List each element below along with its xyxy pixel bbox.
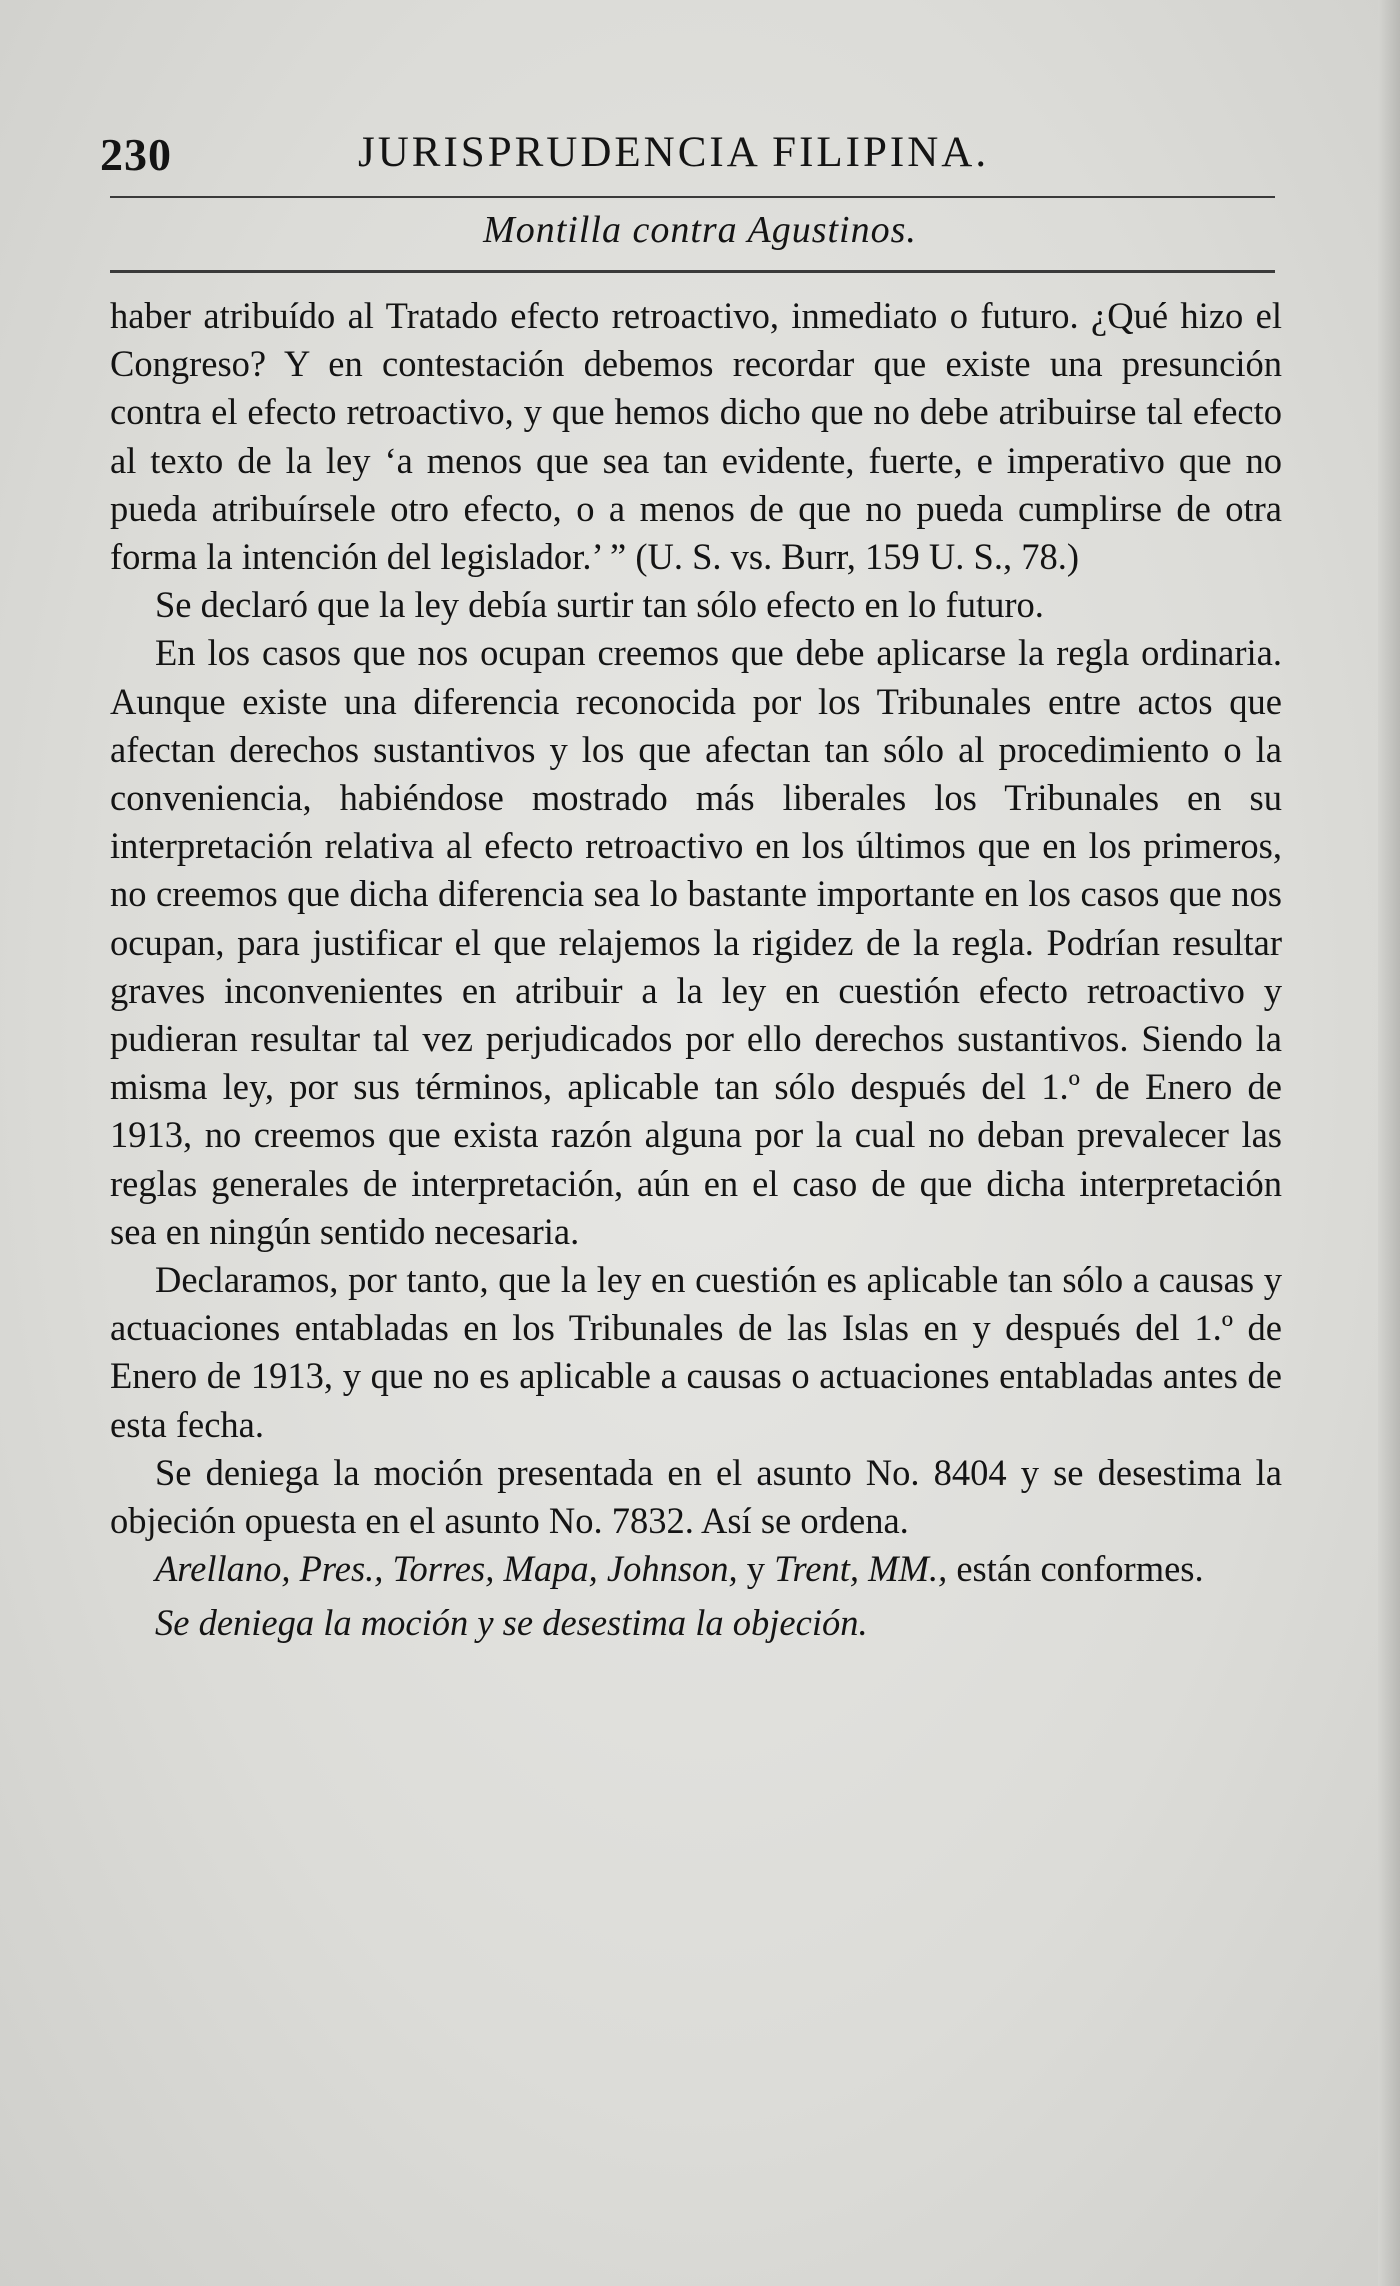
paragraph-3: En los casos que nos ocupan creemos que debe aplicarse la regla ordinaria. Aunque existe una diferencia reconocida por los Tribunales entre actos que afectan derechos sustantivos y los que afectan tan sólo al procedimiento o la conveniencia, habiéndose mostrado más liberales los Tribunales en su interpretación relativa al efecto retroactivo en los últimos que en los primeros, no creemos que dicha diferencia sea lo bastante importante en los casos que nos ocupan, para justificar el que relajemos la rigidez de la regla. Podrían resultar graves inconvenientes en atribuir a la ley en cuestión efecto retroactivo y pudieran resultar tal vez perjudicados por ello derechos sustantivos. Siendo la misma ley, por sus términos, aplicable tan sólo después del 1.º de Enero de 1913, no creemos que exista razón alguna por la cual no deban prevalecer las reglas generales de interpretación, aún en el caso de que dicha interpretación sea en ningún sentido necesaria.	[110, 632, 1282, 1252]
case-title: Montilla contra Agustinos.	[483, 209, 917, 251]
page-edge-shadow	[1378, 0, 1400, 2286]
paragraph-2: Se declaró que la ley debía surtir tan sólo efecto en lo futuro.	[155, 584, 1044, 626]
header-rule-top	[110, 196, 1275, 198]
concurring-justices: Arellano, Pres., Torres, Mapa, Johnson,	[155, 1548, 738, 1590]
closing-ruling: Se deniega la moción y se desestima la objeción.	[155, 1602, 868, 1644]
header-rule-bottom	[110, 270, 1275, 273]
concurrence-conjunction: y	[746, 1548, 766, 1590]
concurrence	[110, 1545, 1282, 1593]
paragraph-1: haber atribuído al Tratado efecto retroactivo, inmediato o futuro. ¿Qué hizo el Congreso? Y en contestación debemos recordar que existe una presunción contra el efecto retroactivo, y que hemos dicho que no debe atribuirse tal efecto al texto de la ley ‘a menos que sea tan evidente, fuerte, e imperativo que no pueda atribuírsele otro efecto, o a menos de que no pueda cumplirse de otra forma la intención del legislador.’ ” (U. S. vs. Burr, 159 U. S., 78.)	[110, 295, 1282, 578]
running-title: JURISPRUDENCIA FILIPINA.	[358, 129, 990, 176]
paragraph-5: Se deniega la moción presentada en el asunto No. 8404 y se desestima la objeción opuesta en el asunto No. 7832. Así se ordena.	[110, 1451, 1282, 1542]
paragraph-4: Declaramos, por tanto, que la ley en cuestión es aplicable tan sólo a causas y actuaciones entabladas en los Tribunales de las Islas en y después del 1.º de Enero de 1913, y que no es aplicable a causas o actuaciones entabladas antes de esta fecha.	[110, 1259, 1282, 1445]
concurrence-tail: están conformes.	[956, 1548, 1204, 1590]
page-number: 230	[100, 129, 172, 180]
body-text	[110, 292, 1282, 1648]
concurring-justice-trent: Trent, MM.,	[774, 1548, 948, 1590]
page-header	[100, 128, 1280, 198]
